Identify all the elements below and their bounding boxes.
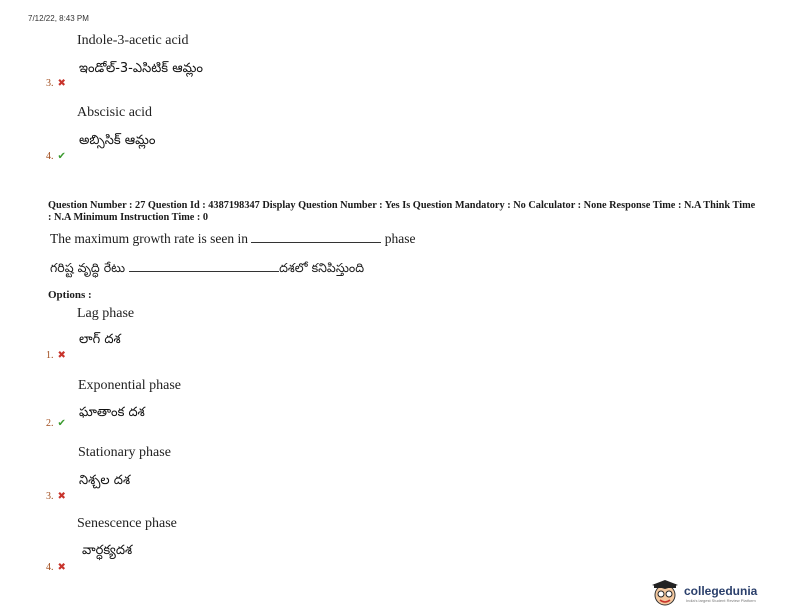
print-timestamp: 7/12/22, 8:43 PM xyxy=(28,14,89,23)
correct-check-icon: ✔ xyxy=(57,151,66,162)
options-label: Options : xyxy=(48,289,92,301)
prev-option-3-marker xyxy=(46,73,66,91)
logo-wordmark: collegedunia xyxy=(684,584,758,598)
question-text-te-after: దశలో కనిపిస్తుంది xyxy=(279,260,365,275)
question-text-en-after: phase xyxy=(384,231,416,246)
option-2-telugu: ఘాతాంక దశ xyxy=(79,405,145,420)
option-number: 3. xyxy=(46,78,54,89)
option-number: 4. xyxy=(46,151,54,162)
option-number: 3. xyxy=(46,491,54,502)
option-3-english: Stationary phase xyxy=(78,445,171,460)
answer-blank xyxy=(129,271,279,272)
option-4-telugu: వార్ధక్యదశ xyxy=(82,543,133,558)
option-4-marker xyxy=(46,557,66,575)
question-text-te-before: గరిష్ట వృద్ధి రేటు xyxy=(50,260,126,275)
wrong-mark-icon: ✖ xyxy=(57,562,66,573)
option-2-marker xyxy=(46,413,66,431)
option-number: 2. xyxy=(46,418,54,429)
prev-option-3-telugu: ఇండోల్-3-ఎసిటిక్ ఆమ్లం xyxy=(79,61,203,76)
question-text-en-before: The maximum growth rate is seen in xyxy=(50,231,248,246)
mascot-icon xyxy=(650,580,680,608)
prev-option-4-english: Abscisic acid xyxy=(77,105,153,120)
prev-option-4-marker xyxy=(46,146,66,164)
option-4-english: Senescence phase xyxy=(77,516,177,531)
question-meta: Question Number : 27 Question Id : 4387198347 Display Question Number : Yes Is Question Mandatory : No Calculator : None Response Time : N.A Think Time : N.A Minimum Instruction Time : 0 xyxy=(48,200,756,223)
option-1-telugu: లాగ్ దశ xyxy=(79,332,121,347)
wrong-mark-icon: ✖ xyxy=(57,491,66,502)
option-number: 4. xyxy=(46,562,54,573)
option-3-telugu: నిశ్చల దశ xyxy=(79,473,131,488)
wrong-mark-icon: ✖ xyxy=(57,350,66,361)
wrong-mark-icon: ✖ xyxy=(57,78,66,89)
option-3-marker xyxy=(46,486,66,504)
prev-option-3-english: Indole-3-acetic acid xyxy=(77,33,189,48)
option-number: 1. xyxy=(46,350,54,361)
answer-blank xyxy=(251,242,381,243)
option-2-english: Exponential phase xyxy=(78,378,182,393)
correct-check-icon: ✔ xyxy=(57,418,66,429)
prev-option-4-telugu: అబ్సిసిక్ ఆమ్లం xyxy=(79,133,156,148)
option-1-english: Lag phase xyxy=(77,306,135,321)
option-1-marker xyxy=(46,345,66,363)
question-text-telugu xyxy=(50,260,364,279)
collegedunia-logo xyxy=(650,580,790,608)
question-text-english xyxy=(50,231,415,247)
logo-tagline: India's largest Student Review Platform xyxy=(686,598,756,603)
